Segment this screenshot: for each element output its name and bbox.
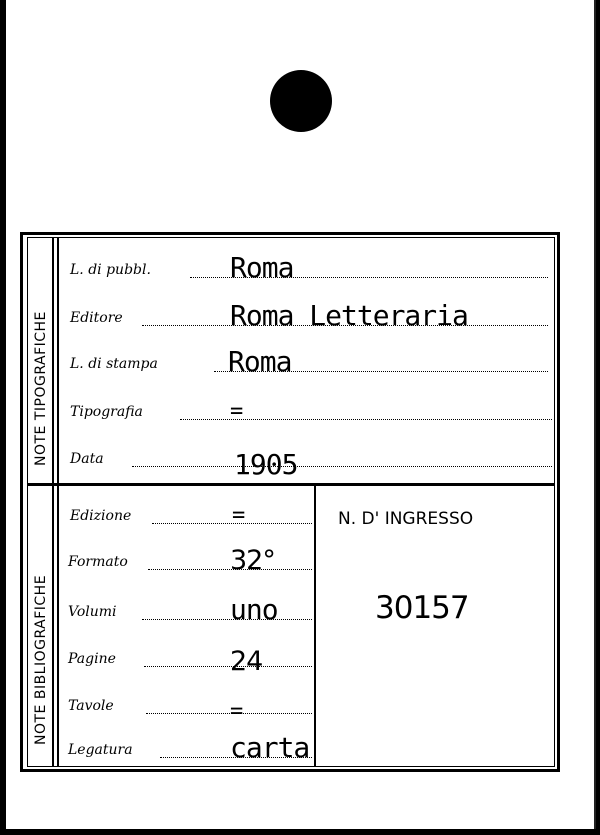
field-label: Data <box>70 451 104 467</box>
side-divider-inner <box>57 237 59 767</box>
field-label: Editore <box>70 310 123 326</box>
side-divider <box>52 237 54 767</box>
field-value: 1905 <box>234 448 298 481</box>
section-divider <box>27 483 555 486</box>
row-tavole <box>68 690 312 724</box>
field-label: Tipografia <box>70 404 143 420</box>
field-label: Volumi <box>68 604 117 620</box>
row-data <box>70 443 555 481</box>
field-value: = <box>232 503 245 528</box>
field-value: Roma <box>228 345 292 378</box>
row-luogo-pubblicazione <box>70 251 550 284</box>
ingresso-divider <box>314 486 316 767</box>
field-label: L. di pubbl. <box>70 262 151 278</box>
row-formato <box>68 546 312 576</box>
ingresso-number: 30157 <box>375 590 469 626</box>
dotted-line <box>146 713 312 714</box>
field-label: Formato <box>68 554 128 570</box>
row-editore <box>70 299 550 332</box>
dotted-line <box>132 466 552 467</box>
row-tipografia <box>70 396 555 426</box>
field-label: L. di stampa <box>70 356 158 372</box>
field-value: 32° <box>230 545 275 576</box>
field-value: = <box>230 699 243 724</box>
field-value: Roma <box>230 251 294 284</box>
dotted-line <box>142 619 312 620</box>
dotted-line <box>144 666 312 667</box>
field-value: = <box>230 399 243 424</box>
row-pagine <box>68 643 312 677</box>
field-value: Roma Letteraria <box>230 299 468 332</box>
field-value: carta <box>230 731 310 764</box>
row-edizione <box>70 500 312 530</box>
label-note-tipografiche: NOTE TIPOGRAFICHE <box>33 311 49 466</box>
ingresso-title: N. D' INGRESSO <box>338 509 474 529</box>
field-label: Legatura <box>68 742 133 758</box>
field-label: Tavole <box>68 698 114 714</box>
field-label: Pagine <box>68 651 116 667</box>
field-value: 24 <box>230 646 263 677</box>
row-legatura <box>68 731 338 764</box>
field-label: Edizione <box>70 508 132 524</box>
row-volumi <box>68 593 312 626</box>
label-note-bibliografiche: NOTE BIBLIOGRAFICHE <box>33 574 49 745</box>
punch-hole <box>270 70 332 132</box>
row-luogo-stampa <box>70 345 550 378</box>
field-value: uno <box>230 593 278 626</box>
